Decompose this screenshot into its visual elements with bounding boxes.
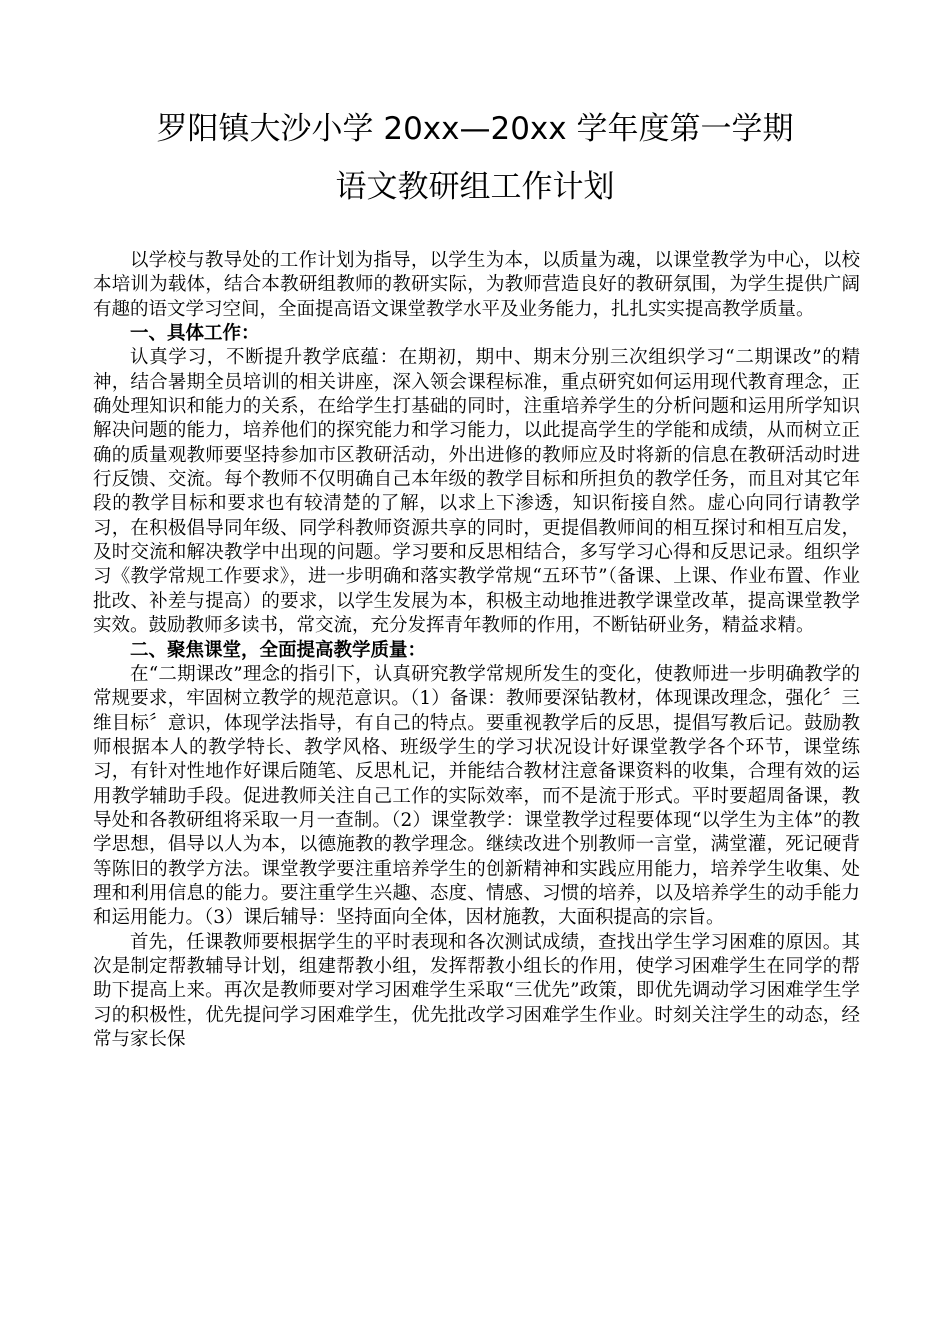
section-heading-1: 一、具体工作： <box>130 323 260 345</box>
section-2-paragraph-continued: 首先，任课教师要根据学生的平时表现和各次测试成绩，查找出学生学习困难的原因。其次是制定帮教辅导计划，组建帮教小组，发挥帮教小组长的作用，使学习困难学生在同学的帮助下提高上来。再次是教师要对学习困难学生采取“三优先”政策，即优先调动学习困难学生学习的积极性，优先提问学习困难学生，优先批改学习困难学生作业。时刻关注学生的动态，经常与家长保 <box>93 931 860 1050</box>
title-line-2: 语文教研组工作计划 <box>335 169 615 205</box>
section-1-paragraph: 认真学习，不断提升教学底蕴：在期初，期中、期末分别三次组织学习“二期课改”的精神，结合暑期全员培训的相关讲座，深入领会课程标准，重点研究如何运用现代教育理念，正确处理知识和能力的关系，在给学生打基础的同时，注重培养学生的分析问题和运用所学知识解决问题的能力，培养他们的探究能力和学习能力，以此提高学生的学能和成绩，从而树立正确的质量观教师要坚持参加市区教研活动，外出进修的教师应及时将新的信息在教研活动时进行反馈、交流。每个教师不仅明确自己本年级的教学目标和所担负的教学任务，而且对其它年段的教学目标和要求也有较清楚的了解，以求上下渗透，知识衔接自然。虚心向同行请教学习，在积极倡导同年级、同学科教师资源共享的同时，更提倡教师间的相互探讨和相互启发，及时交流和解决教学中出现的问题。学习要和反思相结合，多写学习心得和反思记录。组织学习《教学常规工作要求》，进一步明确和落实教学常规“五环节”（备课、上课、作业布置、作业批改、补差与提高）的要求，以学生发展为本，积极主动地推进教学课堂改革，提高课堂教学实效。鼓励教师多读书，常交流，充分发挥青年教师的作用，不断钻研业务，精益求精。 <box>93 347 860 637</box>
section-heading-2: 二、聚焦课堂，全面提高教学质量： <box>130 639 427 661</box>
document-title <box>90 100 860 216</box>
intro-paragraph: 以学校与教导处的工作计划为指导，以学生为本，以质量为魂，以课堂教学为中心，以校本培训为载体，结合本教研组教师的教研实际，为教师营造良好的教研氛围，为学生提供广阔有趣的语文学习空间，全面提高语文课堂教学水平及业务能力，扎扎实实提高教学质量。 <box>93 250 860 320</box>
document-body <box>93 249 860 1052</box>
section-2-paragraph: 在“二期课改”理念的指引下，认真研究教学常规所发生的变化，使教师进一步明确教学的常规要求，牢固树立教学的规范意识。（1）备课：教师要深钻教材，体现课改理念，强化〞三维目标〞意识，体现学法指导，有自己的特点。要重视教学后的反思，提倡写教后记。鼓励教师根据本人的教学特长、教学风格、班级学生的学习状况设计好课堂教学各个环节，课堂练习，有针对性地作好课后随笔、反思札记，并能结合教材注意备课资料的收集，合理有效的运用教学辅助手段。促进教师关注自己工作的实际效率，而不是流于形式。平时要超周备课，教导处和各教研组将采取一月一查制。（2）课堂教学：课堂教学过程要体现“以学生为主体”的教学思想，倡导以人为本，以德施教的教学理念。继续改进个别教师一言堂，满堂灌，死记硬背等陈旧的教学方法。课堂教学要注重培养学生的创新精神和实践应用能力，培养学生收集、处理和利用信息的能力。要注重学生兴趣、态度、情感、习惯的培养，以及培养学生的动手能力和运用能力。（3）课后辅导：坚持面向全体，因材施教，大面积提高的宗旨。 <box>93 663 860 929</box>
title-line-1: 罗阳镇大沙小学 20xx—20xx 学年度第一学期 <box>156 111 794 147</box>
